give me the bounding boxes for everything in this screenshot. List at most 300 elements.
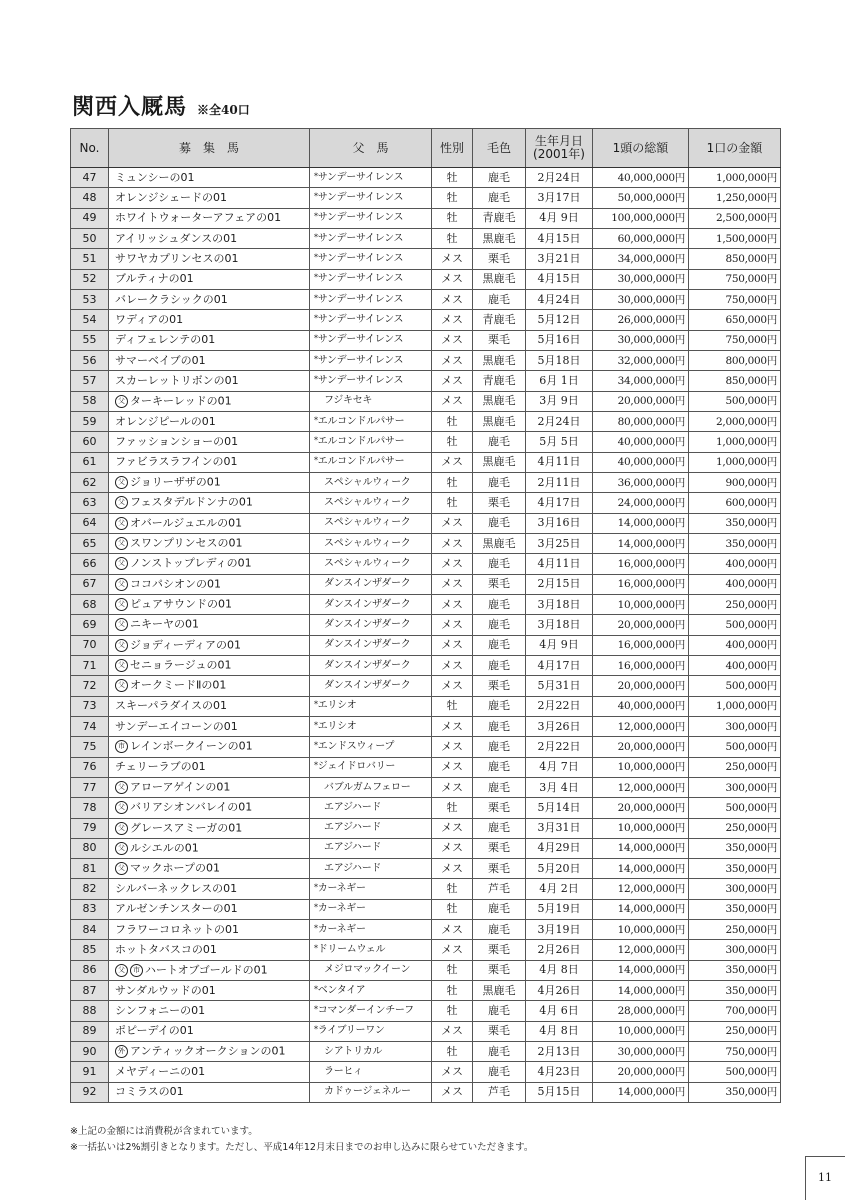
sire-name: サンデーサイレンス [317,191,404,203]
coat-color-cell: 黒鹿毛 [473,533,526,553]
birth-date-cell: 4月29日 [526,838,593,858]
coat-color-cell: 鹿毛 [473,757,526,777]
sire-name: フジキセキ [324,395,373,407]
horse-name-cell [109,1001,310,1021]
row-number: 75 [71,737,109,757]
table-row [71,188,781,208]
table-row [71,1082,781,1102]
birth-date-cell: 4月11日 [526,452,593,472]
horse-name: ニキーヤの01 [130,617,199,631]
table-row [71,208,781,228]
sire-name: ダンスインザダーク [324,639,411,651]
sex-cell: 牡 [432,1001,473,1021]
coat-color-cell: 栗毛 [473,1021,526,1041]
coat-color-cell: 鹿毛 [473,818,526,838]
table-row [71,716,781,736]
sex-cell: メス [432,757,473,777]
horse-name-cell [109,655,310,675]
sex-cell: メス [432,371,473,391]
row-number: 64 [71,513,109,533]
sex-cell: メス [432,940,473,960]
total-price-cell: 12,000,000円 [593,940,689,960]
sire-cell [310,432,432,452]
sire-name: サンデーサイレンス [317,232,404,244]
total-price-cell: 20,000,000円 [593,1062,689,1082]
sex-cell: 牡 [432,981,473,1001]
sex-cell: 牡 [432,432,473,452]
sex-cell: メス [432,859,473,879]
horse-name-cell [109,249,310,269]
horse-name-cell [109,391,310,411]
horse-name: フェスタデルドンナの01 [130,495,253,509]
sex-cell: メス [432,635,473,655]
table-row [71,859,781,879]
row-number: 89 [71,1021,109,1041]
horse-name-cell [109,879,310,899]
sire-name: エルコンドルパサー [317,435,405,447]
sire-cell [310,208,432,228]
birth-date-cell: 4月15日 [526,228,593,248]
imported-mark: * [314,456,318,466]
table-row [71,1001,781,1021]
imported-mark: * [314,191,318,201]
mark-badge: 父 [115,862,128,875]
table-row [71,615,781,635]
horse-name-cell [109,1042,310,1062]
sire-name: サンデーサイレンス [317,334,404,346]
share-price-cell: 300,000円 [689,777,781,797]
horse-name: オークミードⅡの01 [130,678,227,692]
table-row [71,777,781,797]
imported-mark: * [314,334,318,344]
horse-name: ブルティナの01 [115,272,194,286]
share-price-cell: 400,000円 [689,554,781,574]
horse-name-cell [109,371,310,391]
imported-mark: * [314,171,318,181]
horse-name-cell [109,269,310,289]
sire-name: スペシャルウィーク [324,476,411,488]
birth-date-cell: 2月11日 [526,472,593,492]
share-price-cell: 800,000円 [689,350,781,370]
horse-name: ココパシオンの01 [130,577,221,591]
coat-color-cell: 鹿毛 [473,777,526,797]
coat-color-cell: 青鹿毛 [473,371,526,391]
table-row [71,350,781,370]
sire-name: カドゥージェネルー [324,1086,411,1098]
horse-name-cell [109,1062,310,1082]
row-number: 92 [71,1082,109,1102]
sire-cell [310,879,432,899]
table-row [71,981,781,1001]
sex-cell: メス [432,594,473,614]
sire-name: サンデーサイレンス [317,252,404,264]
share-price-cell: 900,000円 [689,472,781,492]
table-row [71,228,781,248]
table-row [71,696,781,716]
coat-color-cell: 黒鹿毛 [473,411,526,431]
table-row [71,899,781,919]
sire-name: ダンスインザダーク [324,659,411,671]
sex-cell: メス [432,350,473,370]
sire-name: スペシャルウィーク [324,496,411,508]
row-number: 88 [71,1001,109,1021]
sex-cell: メス [432,269,473,289]
coat-color-cell: 鹿毛 [473,289,526,309]
imported-mark: * [314,1005,318,1015]
sire-name: エアジハード [324,862,382,874]
horse-table [70,128,781,1103]
sire-cell [310,635,432,655]
mark-badge: 父 [115,659,128,672]
sex-cell: 牡 [432,228,473,248]
imported-mark: * [314,313,318,323]
row-number: 85 [71,940,109,960]
row-number: 63 [71,493,109,513]
share-price-cell: 350,000円 [689,981,781,1001]
sire-name: カーネギー [317,903,366,915]
row-number: 62 [71,472,109,492]
birth-date-cell: 4月26日 [526,981,593,1001]
mark-badge: 市 [130,964,143,977]
horse-name: アンティックオークションの01 [130,1044,286,1058]
table-row [71,818,781,838]
coat-color-cell: 栗毛 [473,940,526,960]
sire-cell [310,310,432,330]
share-price-cell: 1,000,000円 [689,452,781,472]
sire-cell [310,391,432,411]
horse-name-cell [109,696,310,716]
mark-badge: 父 [115,578,128,591]
sire-cell [310,940,432,960]
sex-cell: メス [432,655,473,675]
sire-cell [310,371,432,391]
total-price-cell: 40,000,000円 [593,452,689,472]
total-price-cell: 36,000,000円 [593,472,689,492]
coat-color-cell: 鹿毛 [473,594,526,614]
mark-badge: 父 [115,476,128,489]
horse-name: ファッションショーの01 [115,434,239,448]
share-price-cell: 850,000円 [689,249,781,269]
table-row [71,269,781,289]
sire-name: ドリームウェル [317,944,386,956]
imported-mark: * [314,374,318,384]
row-number: 80 [71,838,109,858]
header-no: No. [71,129,109,168]
sire-cell [310,594,432,614]
table-row [71,310,781,330]
total-price-cell: 14,000,000円 [593,533,689,553]
coat-color-cell: 芦毛 [473,879,526,899]
horse-name: バリアシオンバレイの01 [130,800,253,814]
mark-badge: 父 [115,537,128,550]
table-row [71,960,781,980]
mark-badge: 父 [115,557,128,570]
sire-cell [310,289,432,309]
sire-name: エアジハード [324,801,382,813]
table-row [71,879,781,899]
horse-name-cell [109,330,310,350]
total-price-cell: 12,000,000円 [593,716,689,736]
mark-badge: 父 [115,964,128,977]
share-price-cell: 350,000円 [689,1082,781,1102]
sex-cell: メス [432,391,473,411]
sire-name: ダンスインザダーク [324,679,411,691]
row-number: 59 [71,411,109,431]
sire-cell [310,1042,432,1062]
sire-cell [310,696,432,716]
row-number: 82 [71,879,109,899]
mark-badge: 外 [115,1045,128,1058]
sex-cell: 牡 [432,879,473,899]
row-number: 50 [71,228,109,248]
horse-name-cell [109,1021,310,1041]
imported-mark: * [314,354,318,364]
horse-name: ノンストップレディの01 [130,556,252,570]
table-row [71,1062,781,1082]
horse-name-cell [109,168,310,188]
birth-date-cell: 4月 6日 [526,1001,593,1021]
share-price-cell: 350,000円 [689,838,781,858]
share-price-cell: 250,000円 [689,920,781,940]
share-price-cell: 250,000円 [689,818,781,838]
row-number: 81 [71,859,109,879]
sire-cell [310,1001,432,1021]
sire-name: サンデーサイレンス [317,354,404,366]
page-title: 関西入厩馬 [72,94,188,120]
imported-mark: * [314,761,318,771]
birth-date-cell: 2月22日 [526,696,593,716]
sex-cell: メス [432,920,473,940]
row-number: 86 [71,960,109,980]
table-row [71,168,781,188]
imported-mark: * [314,293,318,303]
share-price-cell: 350,000円 [689,859,781,879]
share-price-cell: 1,500,000円 [689,228,781,248]
sex-cell: メス [432,574,473,594]
imported-mark: * [314,435,318,445]
total-price-cell: 26,000,000円 [593,310,689,330]
total-price-cell: 30,000,000円 [593,330,689,350]
sire-cell [310,777,432,797]
birth-date-cell: 2月13日 [526,1042,593,1062]
imported-mark: * [314,1025,318,1035]
birth-date-cell: 2月15日 [526,574,593,594]
sex-cell: 牡 [432,411,473,431]
horse-name: スワンプリンセスの01 [130,536,243,550]
table-row [71,838,781,858]
sire-name: ライブリーワン [317,1025,385,1037]
total-price-cell: 40,000,000円 [593,168,689,188]
total-price-cell: 32,000,000円 [593,350,689,370]
horse-name: コミラスの01 [115,1085,184,1099]
row-number: 48 [71,188,109,208]
mark-badge: 父 [115,801,128,814]
share-price-cell: 400,000円 [689,635,781,655]
sex-cell: メス [432,1021,473,1041]
total-price-cell: 34,000,000円 [593,249,689,269]
coat-color-cell: 鹿毛 [473,1062,526,1082]
row-number: 61 [71,452,109,472]
imported-mark: * [314,903,318,913]
horse-name-cell [109,1082,310,1102]
horse-name-cell [109,940,310,960]
total-price-cell: 14,000,000円 [593,859,689,879]
sire-name: サンデーサイレンス [317,273,404,285]
horse-name-cell [109,452,310,472]
sire-cell [310,899,432,919]
row-number: 71 [71,655,109,675]
mark-badge: 父 [115,598,128,611]
row-number: 67 [71,574,109,594]
total-price-cell: 14,000,000円 [593,981,689,1001]
sire-cell [310,737,432,757]
sire-cell [310,554,432,574]
total-price-cell: 20,000,000円 [593,737,689,757]
row-number: 57 [71,371,109,391]
mark-badge: 父 [115,842,128,855]
sire-cell [310,330,432,350]
horse-name-cell [109,188,310,208]
horse-name: ターキーレッドの01 [130,394,232,408]
birth-date-cell: 5月20日 [526,859,593,879]
horse-name-cell [109,838,310,858]
horse-name-cell [109,208,310,228]
row-number: 83 [71,899,109,919]
sex-cell: メス [432,554,473,574]
birth-date-cell: 5月14日 [526,798,593,818]
sire-cell [310,228,432,248]
birth-date-cell: 3月17日 [526,188,593,208]
horse-name-cell [109,350,310,370]
sire-cell [310,920,432,940]
sire-cell [310,1021,432,1041]
row-number: 60 [71,432,109,452]
horse-name: サマーベイブの01 [115,353,206,367]
total-price-cell: 10,000,000円 [593,594,689,614]
total-price-cell: 30,000,000円 [593,1042,689,1062]
birth-date-cell: 6月 1日 [526,371,593,391]
coat-color-cell: 栗毛 [473,798,526,818]
share-price-cell: 750,000円 [689,330,781,350]
mark-badge: 父 [115,639,128,652]
sire-name: エルコンドルパサー [317,456,405,468]
birth-date-cell: 5月18日 [526,350,593,370]
share-price-cell: 750,000円 [689,269,781,289]
mark-badge: 父 [115,781,128,794]
share-price-cell: 2,000,000円 [689,411,781,431]
row-number: 49 [71,208,109,228]
total-price-cell: 10,000,000円 [593,818,689,838]
total-price-cell: 16,000,000円 [593,655,689,675]
table-row [71,940,781,960]
horse-name-cell [109,432,310,452]
sire-cell [310,757,432,777]
horse-name: グレースアミーガの01 [130,821,243,835]
row-number: 58 [71,391,109,411]
coat-color-cell: 栗毛 [473,493,526,513]
page-subtitle: ※全40口 [197,103,250,117]
birth-date-cell: 4月 2日 [526,879,593,899]
coat-color-cell: 鹿毛 [473,737,526,757]
share-price-cell: 1,000,000円 [689,696,781,716]
coat-color-cell: 黒鹿毛 [473,452,526,472]
share-price-cell: 350,000円 [689,513,781,533]
imported-mark: * [314,720,318,730]
row-number: 65 [71,533,109,553]
share-price-cell: 500,000円 [689,391,781,411]
sire-name: ダンスインザダーク [324,618,411,630]
sex-cell: 牡 [432,472,473,492]
horse-name-cell [109,472,310,492]
sire-name: メジロマックイーン [324,964,411,976]
horse-name: サワヤカプリンセスの01 [115,251,239,265]
sire-cell [310,269,432,289]
sire-name: サンデーサイレンス [317,313,404,325]
horse-name: サンデーエイコーンの01 [115,719,238,733]
coat-color-cell: 鹿毛 [473,635,526,655]
horse-name-cell [109,411,310,431]
table-header-row [71,129,781,168]
sire-name: ダンスインザダーク [324,598,411,610]
sire-name: エルコンドルパサー [317,415,405,427]
table-body [71,168,781,1103]
coat-color-cell: 栗毛 [473,838,526,858]
sire-cell [310,1082,432,1102]
horse-name: ワディアの01 [115,312,184,326]
table-row [71,676,781,696]
sire-cell [310,818,432,838]
horse-name: ミュンシーの01 [115,170,195,184]
row-number: 47 [71,168,109,188]
coat-color-cell: 鹿毛 [473,716,526,736]
horse-name: ディフェレンテの01 [115,333,216,347]
imported-mark: * [314,700,318,710]
total-price-cell: 24,000,000円 [593,493,689,513]
share-price-cell: 300,000円 [689,716,781,736]
sire-cell [310,350,432,370]
birth-date-cell: 2月22日 [526,737,593,757]
total-price-cell: 12,000,000円 [593,777,689,797]
sire-cell [310,798,432,818]
birth-date-cell: 4月23日 [526,1062,593,1082]
horse-name: マックホープの01 [130,861,221,875]
header-sex: 性別 [432,129,473,168]
coat-color-cell: 鹿毛 [473,655,526,675]
imported-mark: * [314,944,318,954]
birth-date-cell: 5月16日 [526,330,593,350]
sex-cell: メス [432,737,473,757]
sex-cell: 牡 [432,208,473,228]
share-price-cell: 250,000円 [689,1021,781,1041]
sex-cell: メス [432,289,473,309]
sex-cell: 牡 [432,899,473,919]
sex-cell: メス [432,452,473,472]
horse-name: アイリッシュダンスの01 [115,231,238,245]
sire-name: エアジハード [324,842,382,854]
share-price-cell: 1,250,000円 [689,188,781,208]
coat-color-cell: 鹿毛 [473,168,526,188]
horse-name: ジョリーザザの01 [130,475,221,489]
total-price-cell: 30,000,000円 [593,289,689,309]
birth-date-cell: 5月31日 [526,676,593,696]
horse-name-cell [109,615,310,635]
sex-cell: 牡 [432,798,473,818]
horse-name: フラワーコロネットの01 [115,922,239,936]
imported-mark: * [314,273,318,283]
total-price-cell: 30,000,000円 [593,269,689,289]
share-price-cell: 400,000円 [689,655,781,675]
table-row [71,472,781,492]
